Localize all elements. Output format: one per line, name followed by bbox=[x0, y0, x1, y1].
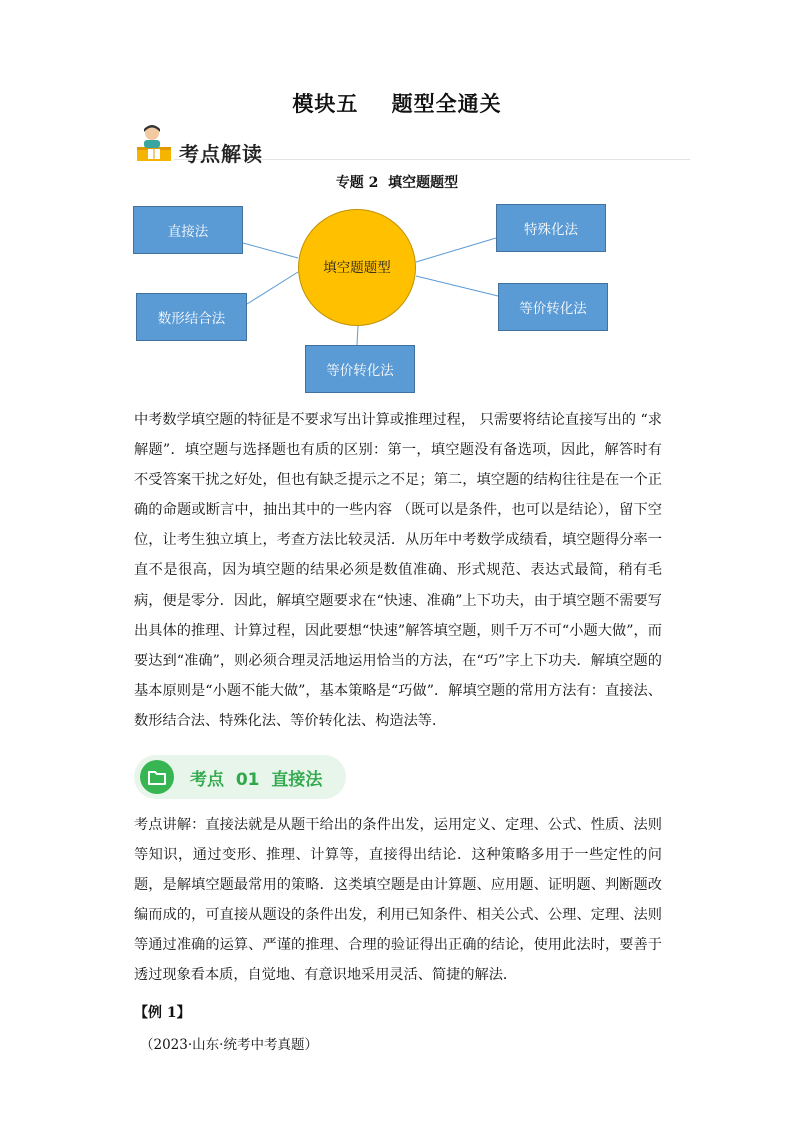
kaodian-badge bbox=[134, 755, 346, 799]
intro-paragraph bbox=[134, 405, 662, 736]
diagram-node-shuxing: 数形结合法 bbox=[136, 293, 247, 341]
diagram-node-dengjia-bottom: 等价转化法 bbox=[305, 345, 415, 393]
page-title: 模块五 题型全通关 bbox=[292, 92, 502, 116]
explain-paragraph bbox=[134, 810, 662, 991]
explain-text: 考点讲解：直接法就是从题干给出的条件出发，运用定义、定理、公式、性质、法则等知识，通过变形、推理、计算等，直接得出结论．这种策略多用于一些定性的问题，是解填空题最常用的策略．这类填空题是由计算题、应用题、证明题、判断题改编而成的，可直接从题设的条件出发，利用已知条件、相关公式、公理、定理、法则等通过准确的运算、严谨的推理、合理的验证得出正确的结论，使用此法时，要善于透过现象看本质，自觉地、有意识地采用灵活、简捷的解法． bbox=[134, 817, 662, 984]
section-label: 考点解读 bbox=[179, 142, 263, 166]
folder-icon bbox=[140, 760, 174, 794]
example-source: （2023·山东·统考中考真题） bbox=[140, 1037, 318, 1053]
diagram-node-dengjia-right: 等价转化法 bbox=[498, 283, 608, 331]
example-label: 【例 1】 bbox=[134, 1005, 191, 1021]
diagram-node-direct: 直接法 bbox=[133, 206, 243, 254]
diagram-node-teshu: 特殊化法 bbox=[496, 204, 606, 252]
intro-text: 中考数学填空题的特征是不要求写出计算或推理过程， 只需要将结论直接写出的 “求解题”．填空题与选择题也有质的区别：第一，填空题没有备选项，因此，解答时有不受答案干扰之好处，但也有缺乏提示之不足；第二，填空题的结构往往是在一个正确的命题或断言中，抽出其中的一些内容 （既可以是条件，也可以是结论），留下空位，让考生独立填上，考查方法比较灵活．从历年中考数学成绩看，填空题得分率一直不是很高，因为填空题的结果必须是数值准确、形式规范、表达式最简，稍有毛病，便是零分．因此，解填空题要求在“快速、准确”上下功夫，由于填空题不需要写出具体的推理、计算过程，因此要想“快速”解答填空题，则千万不可“小题大做”，而要达到“准确”，则必须合理灵活地运用恰当的方法，在“巧”字上下功夫．解填空题的基本原则是“小题不能大做”，基本策略是“巧做”．解填空题的常用方法有：直接法、数形结合法、特殊化法、等价转化法、构造法等． bbox=[134, 412, 662, 729]
diagram-title: 专题 2 填空题题型 bbox=[335, 175, 459, 191]
kaodian-label: 考点 01 直接法 bbox=[190, 770, 323, 790]
diagram-connectors bbox=[0, 0, 794, 400]
diagram-center: 填空题题型 bbox=[298, 209, 416, 326]
